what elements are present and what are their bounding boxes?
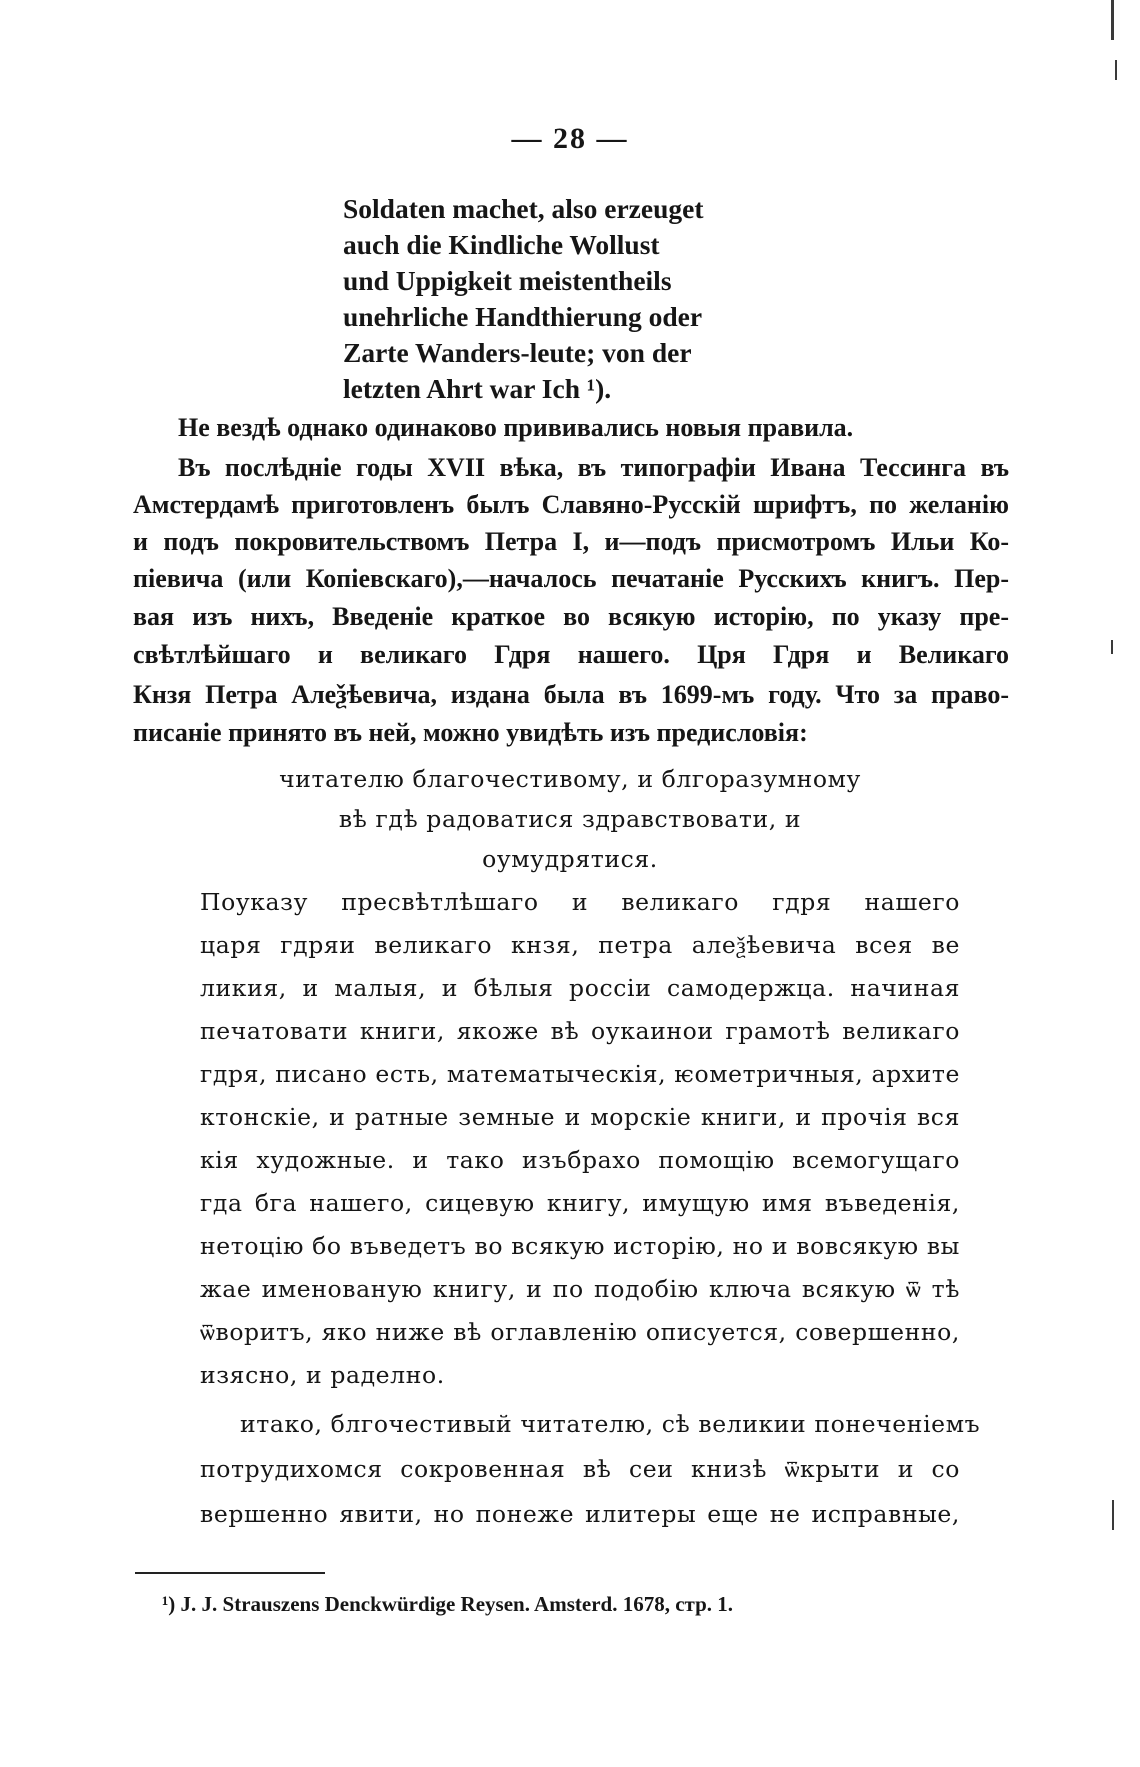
slavonic-line: жае именованую книгу, и по подобію ключа всякую ѿ тѣ xyxy=(200,1275,960,1303)
slavonic-line: нетоцію бо въведетъ во всякую исторію, но и вовсякую вы xyxy=(200,1232,960,1260)
footnote-rule xyxy=(135,1572,325,1574)
german-quote-line: auch die Kindliche Wollust xyxy=(343,229,660,260)
german-quote-line: und Uppigkeit meistentheils xyxy=(343,265,672,296)
slavonic-line: печатовати книги, якоже вѣ оукаинои грамотѣ великаго xyxy=(200,1017,960,1045)
slavonic-heading-line: вѣ гдѣ радоватися здравствовати, и xyxy=(338,805,802,833)
scan-edge-mark xyxy=(1115,60,1117,80)
russian-line: свѣтлѣйшаго и великаго Гдря нашего. Цря Гдря и Великаго xyxy=(133,640,1009,669)
scan-edge-mark xyxy=(1112,1500,1114,1530)
slavonic-heading-line: оумудрятися. xyxy=(482,845,658,873)
russian-line: Не вездѣ однако одинаково прививались новыя правила. xyxy=(178,413,854,442)
slavonic-line: ликия, и малыя, и бѣлыя россіи самодержца. начиная xyxy=(200,974,960,1002)
russian-line: Кнзя Петра Алеѯѣевича, издана была въ 1699-мъ году. Что за право- xyxy=(133,680,1009,709)
russian-line: и подъ покровительствомъ Петра I, и—подъ присмотромъ Ильи Ко- xyxy=(133,527,1009,556)
german-quote-line: Zarte Wanders-leute; von der xyxy=(343,337,692,368)
russian-line: Амстердамѣ приготовленъ былъ Славяно-Русскій шрифтъ, по желанію xyxy=(133,490,1009,519)
slavonic-line: Поуказу пресвѣтлѣшаго и великаго гдря нашего xyxy=(200,888,960,916)
slavonic-line: гдря, писано есть, математыческія, ѥометричныя, архите xyxy=(200,1060,960,1088)
slavonic-line: кія художные. и тако изъбрахо помощію всемогущаго xyxy=(200,1146,960,1174)
german-quote-line: unehrliche Handthierung oder xyxy=(343,301,703,332)
slavonic-line: итако, блгочестивый читателю, сѣ великии понеченіемъ xyxy=(240,1410,981,1438)
slavonic-line: потрудихомся сокровенная вѣ сеи книзѣ ѿкрыти и со xyxy=(200,1455,960,1483)
scan-edge-mark xyxy=(1111,0,1114,40)
russian-line: Въ послѣдніе годы XVII вѣка, въ типографіи Ивана Тессинга въ xyxy=(178,453,1009,482)
scan-edge-mark xyxy=(1111,640,1113,654)
slavonic-line: вершенно явити, но понеже илитеры еще не исправные, xyxy=(200,1500,960,1528)
german-quote-line: letzten Ahrt war Ich ¹). xyxy=(343,373,612,404)
russian-line: писаніе принято въ ней, можно увидѣть изъ предисловія: xyxy=(133,718,808,747)
german-quote-line: Soldaten machet, also erzeuget xyxy=(343,193,704,224)
slavonic-heading-line: читателю благочестивому, и блгоразумному xyxy=(279,765,861,793)
slavonic-line: ѿворитъ, яко ниже вѣ оглавленію описуется, совершенно, xyxy=(200,1318,960,1346)
slavonic-line: ктонскіе, и ратные земные и морскіе книги, и прочія вся xyxy=(200,1103,960,1131)
slavonic-line: гда бга нашего, сицевую книгу, имущую имя въведенія, xyxy=(200,1189,960,1217)
russian-line: піевича (или Копіевскаго),—началось печатаніе Русскихъ книгъ. Пер- xyxy=(133,564,1009,593)
russian-line: вая изъ нихъ, Введеніе краткое во всякую исторію, по указу пре- xyxy=(133,602,1009,631)
slavonic-line: изясно, и раделно. xyxy=(200,1361,445,1389)
footnote: ¹) J. J. Strauszens Denckwürdige Reysen. Amsterd. 1678, стр. 1. xyxy=(162,1592,734,1616)
slavonic-line: царя гдряи великаго кнзя, петра алеѯѣевича всея ве xyxy=(200,931,960,959)
page-number: — 28 — xyxy=(511,122,629,155)
